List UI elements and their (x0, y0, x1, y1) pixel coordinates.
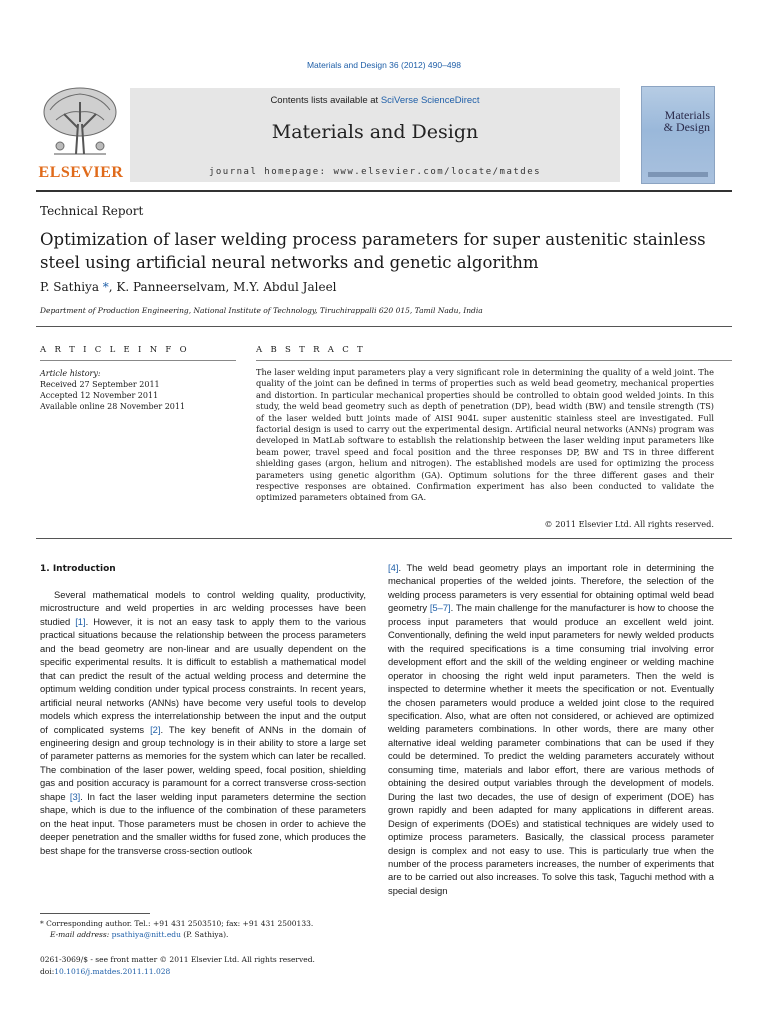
publisher-logo-text: ELSEVIER (38, 164, 124, 181)
citation-link[interactable]: [4] (388, 562, 399, 573)
abstract-heading: A B S T R A C T (256, 345, 366, 355)
citation-link[interactable]: [3] (69, 790, 81, 802)
corresponding-author-note: * Corresponding author. Tel.: +91 431 2503510; fax: +91 431 2500133. (40, 919, 314, 928)
journal-title: Materials and Design (271, 121, 479, 143)
intro-text: . In fact the laser welding input parameters determine the section shape, which is due to the influence of the combination of these parameters on the heat input. Those parameters must be chosen in order to achieve the deeper penetration and the smaller widths for fused zone, which produces the best shape for the transverse cross-section outlook (40, 790, 366, 856)
body-column-left (40, 588, 366, 857)
author-first: P. Sathiya (40, 280, 103, 294)
abstract-copyright: © 2011 Elsevier Ltd. All rights reserved. (544, 519, 714, 529)
abstract-rule (256, 360, 732, 361)
contents-prefix: Contents lists available at (270, 95, 381, 106)
received-date: Received 27 September 2011 (40, 380, 160, 389)
citation-link[interactable]: [2] (150, 723, 161, 735)
contents-line (130, 95, 620, 106)
cover-title: Materials & Design (663, 108, 710, 134)
sciencedirect-link[interactable]: SciVerse ScienceDirect (380, 95, 480, 106)
journal-reference[interactable]: Materials and Design 36 (2012) 490–498 (306, 60, 462, 70)
intro-text: . The weld bead geometry plays an important role in determining the mechanical properties of the welded joints. Therefore, the selection of the welding process parameters is very essential for obtaining optimal weld bead geometry (388, 562, 714, 614)
journal-homepage[interactable]: journal homepage: www.elsevier.com/locate/matdes (208, 167, 542, 177)
footnote-rule (40, 913, 150, 914)
tree-logo-icon (36, 84, 124, 162)
cover-footer-bar (648, 172, 708, 177)
intro-text: . The key benefit of ANNs in the domain of engineering design and group technology is in their ability to store a large set of parameter patterns as memories for the system which can later be recalled. The combination of the laser power, welding speed, focal position, shielding gas and position accuracy is paramount for a correct transverse cross-section shape (40, 723, 366, 802)
issn-line: 0261-3069/$ - see front matter © 2011 Elsevier Ltd. All rights reserved. (40, 955, 315, 964)
journal-cover-image (641, 86, 715, 184)
footnote (40, 918, 370, 940)
section-rule (36, 326, 732, 327)
authors (40, 280, 337, 294)
article-title: Optimization of laser welding process parameters for super austenitic stainless steel using artificial neural networks and genetic algorithm (40, 230, 706, 272)
email-suffix: (P. Sathiya). (180, 930, 229, 939)
article-type: Technical Report (40, 204, 144, 218)
affiliation: Department of Production Engineering, National Institute of Technology, Tiruchirappalli 620 015, Tamil Nadu, India (40, 306, 483, 315)
intro-text: . The main challenge for the manufacturer is how to choose the process input parameters that would produce an excellent weld joint. Conventionally, defining the weld input parameters for newly welded products with the required specifications is a time consuming trial involving error development effort and the skill of the welding engineer or welding machine operator in choosing the right weld input parameters. Then the weld is inspected to determine whether it meets the specification or not. Eventually the chosen parameters would produce a welded joint close to the required specification. Also, what are often not considered, or achieved are optimized welding parameters combinations. In other words, there are many other alternative ideal welding parameter combinations that can be used if they could be determined. To predict the welding parameters accurately without consuming time, materials and labor effort, there are various methods of obtaining the desired output variables through the development of models. During the last two decades, the use of design of experiment (DOE) has grown rapidly and been adapted for many applications in different areas. Design of experiments (DOEs) and statistical techniques are widely used to optimize process parameters. Basically, the classical process parameter design is complex and not easy to use. This is particularly true when the number of the process parameters increases, the number of experiments that are to be carried out also increases. To solve this task, Taguchi method with a special design (388, 602, 714, 896)
info-rule (40, 360, 236, 361)
intro-text: . However, it is not an easy task to apply them to the various practical situations because the relationship between the process parameters and the bead geometry are non-linear and are usually dependent on the specific experimental results. It is difficult to establish a mathematical model that can predict the result of the actual welding process and determine the optimum welding condition under typical process constraints. In recent years, artificial neural networks (ANNs) have become very useful tools to develop models which express the interrelationship between the input and the output of complicated systems (40, 615, 366, 735)
citation-link[interactable]: [5–7] (429, 602, 451, 614)
author-rest: , K. Panneerselvam, M.Y. Abdul Jaleel (108, 280, 337, 294)
history-title: Article history: (40, 369, 101, 378)
citation-link[interactable]: [1] (75, 615, 86, 627)
doi-link[interactable]: 10.1016/j.matdes.2011.11.028 (54, 967, 171, 976)
article-info-heading: A R T I C L E I N F O (40, 345, 190, 355)
email-label: E-mail address: (50, 930, 112, 939)
header-rule (36, 190, 732, 192)
abstract-text: The laser welding input parameters play a very significant role in determining the quality of a weld joint. The quality of the joint can be defined in terms of properties such as weld bead geometry, mechanical properties and distortion. In particular mechanical properties should be controlled to obtain good welded joints. In this study, the weld bead geometry such as depth of penetration (DP), bead width (BW) and tensile strength (TS) of the laser welded butt joints made of AISI 904L super austenitic stainless steel are investigated. Full factorial design is used to carry out the experimental design. Artificial neural networks (ANNs) program was developed in MatLab software to establish the relationship between the laser welding input parameters like beam power, travel speed and focal position and the three responses DP, BW and TS in three different shielding gases (argon, helium and nitrogen). The established models are used for optimizing the process parameters using genetic algorithm (GA). Optimum solutions for the three different gases and their respective responses are obtained. Confirmation experiment has also been conducted to validate the optimized parameters obtained from GA. (256, 367, 714, 503)
introduction-heading: 1. Introduction (40, 564, 116, 574)
email-link[interactable]: psathiya@nitt.edu (111, 930, 181, 939)
body-column-right (388, 561, 714, 897)
accepted-date: Accepted 12 November 2011 (40, 391, 159, 400)
corresponding-author-marker[interactable]: * (102, 280, 109, 294)
abstract-bottom-rule (36, 538, 732, 539)
doi-label: doi: (40, 967, 55, 976)
article-history (40, 368, 236, 412)
front-matter-info (40, 954, 440, 978)
online-date: Available online 28 November 2011 (40, 402, 186, 411)
intro-text: Several mathematical models to control welding quality, productivity, microstructure and weld properties in arc welding processes have been studied (40, 589, 366, 627)
